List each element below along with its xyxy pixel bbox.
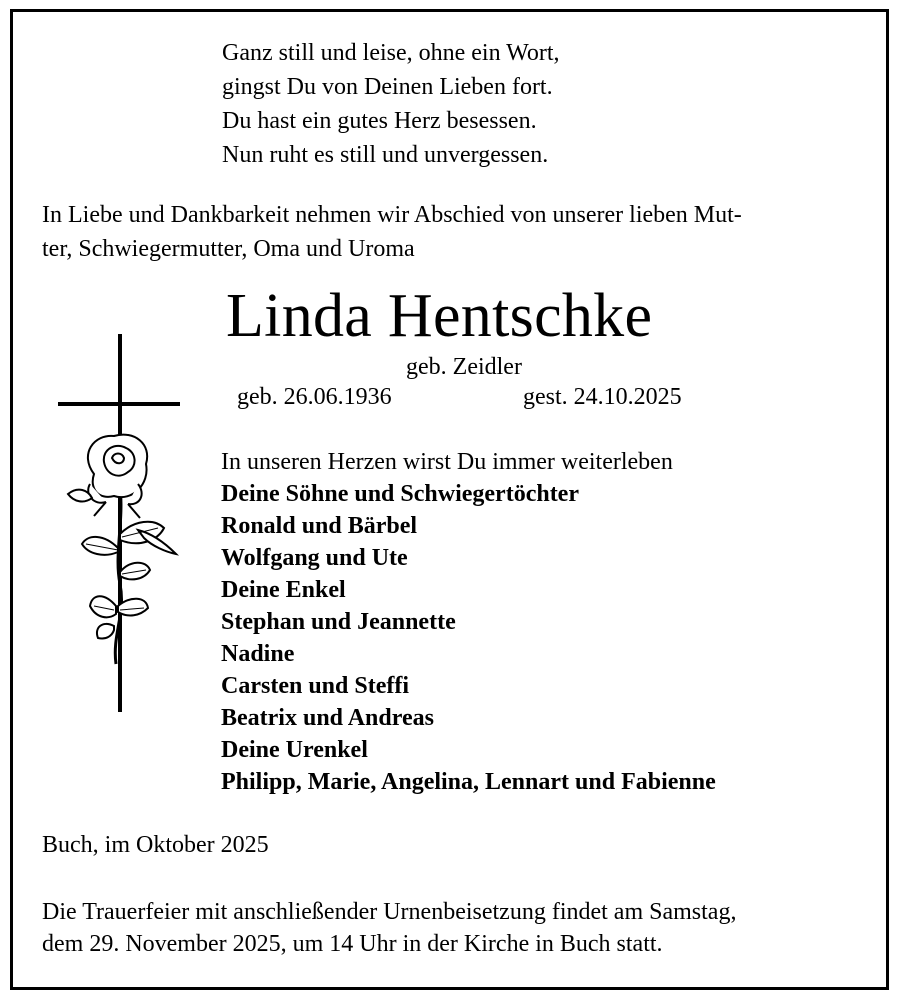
deceased-name: Linda Hentschke: [226, 282, 653, 350]
intro-text: [42, 198, 742, 266]
maiden-name: geb. Zeidler: [406, 354, 522, 380]
service-info: [42, 896, 736, 960]
poem-line: Nun ruht es still und unvergessen.: [222, 142, 549, 168]
mourner-line: Deine Enkel: [221, 577, 346, 603]
place-date: Buch, im Oktober 2025: [42, 832, 269, 858]
service-line: Die Trauerfeier mit anschließender Urnenbeisetzung findet am Samstag,: [42, 899, 737, 925]
cross-with-rose-icon: [54, 334, 184, 714]
mourner-line: Ronald und Bärbel: [221, 513, 418, 539]
mourner-line: Deine Urenkel: [221, 737, 368, 763]
mourner-line: Deine Söhne und Schwiegertöchter: [221, 481, 579, 507]
poem-line: gingst Du von Deinen Lieben fort.: [222, 74, 553, 100]
birth-date: geb. 26.06.1936: [237, 384, 392, 410]
mourner-line: Stephan und Jeannette: [221, 609, 456, 635]
poem: [222, 36, 560, 172]
intro-line: In Liebe und Dankbarkeit nehmen wir Abschied von unserer lieben Mut-: [42, 202, 742, 228]
poem-line: Ganz still und leise, ohne ein Wort,: [222, 40, 560, 66]
mourners-list: [221, 446, 716, 798]
mourner-line: Nadine: [221, 641, 295, 667]
mourner-line: Philipp, Marie, Angelina, Lennart und Fabienne: [221, 769, 716, 795]
service-line: dem 29. November 2025, um 14 Uhr in der Kirche in Buch statt.: [42, 931, 663, 957]
mourner-line: Carsten und Steffi: [221, 673, 410, 699]
mourner-line: Beatrix und Andreas: [221, 705, 434, 731]
poem-line: Du hast ein gutes Herz besessen.: [222, 108, 537, 134]
mourners-intro: In unseren Herzen wirst Du immer weiterleben: [221, 449, 673, 475]
mourner-line: Wolfgang und Ute: [221, 545, 408, 571]
death-date: gest. 24.10.2025: [523, 384, 682, 410]
intro-line: ter, Schwiegermutter, Oma und Uroma: [42, 236, 415, 262]
